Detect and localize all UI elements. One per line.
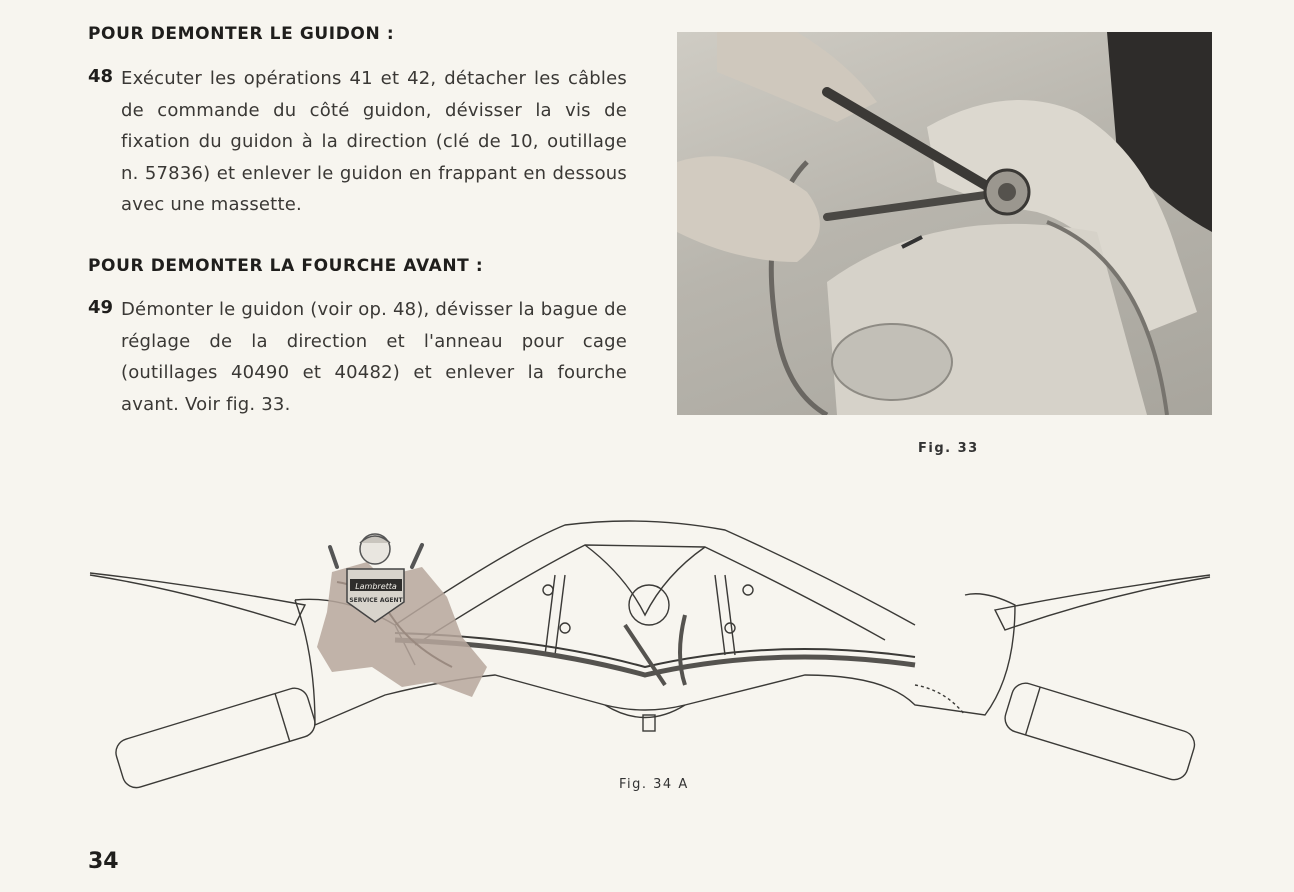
fig-34a-handlebar-drawing: [85, 515, 1215, 790]
fig-33-caption: Fig. 33: [918, 441, 979, 456]
step-48-text: Exécuter les opérations 41 et 42, détacher les câbles de commande du côté guidon, dévisser la vis de fixation du guidon à la direction (clé de 10, outillage n. 57836) et enlever le guidon en frappant en dessous avec une massette.: [121, 68, 627, 215]
svg-text:SERVICE AGENT: SERVICE AGENT: [349, 597, 403, 604]
section-heading-guidon: POUR DEMONTER LE GUIDON :: [88, 24, 395, 44]
fig-33-photo: [677, 32, 1212, 415]
svg-text:Lambretta: Lambretta: [355, 582, 397, 591]
lambretta-service-agent-stamp: [312, 527, 502, 702]
step-number-49: 49: [88, 297, 114, 318]
page-number: 34: [88, 849, 119, 874]
fig-34a-caption: Fig. 34 A: [619, 777, 689, 792]
step-number-48: 48: [88, 66, 114, 87]
step-49-text: Démonter le guidon (voir op. 48), dévisser la bague de réglage de la direction et l'anneau pour cage (outillages 40490 et 40482) et enlever la fourche avant. Voir fig. 33.: [121, 299, 627, 415]
section-heading-fourche: POUR DEMONTER LA FOURCHE AVANT :: [88, 256, 484, 276]
